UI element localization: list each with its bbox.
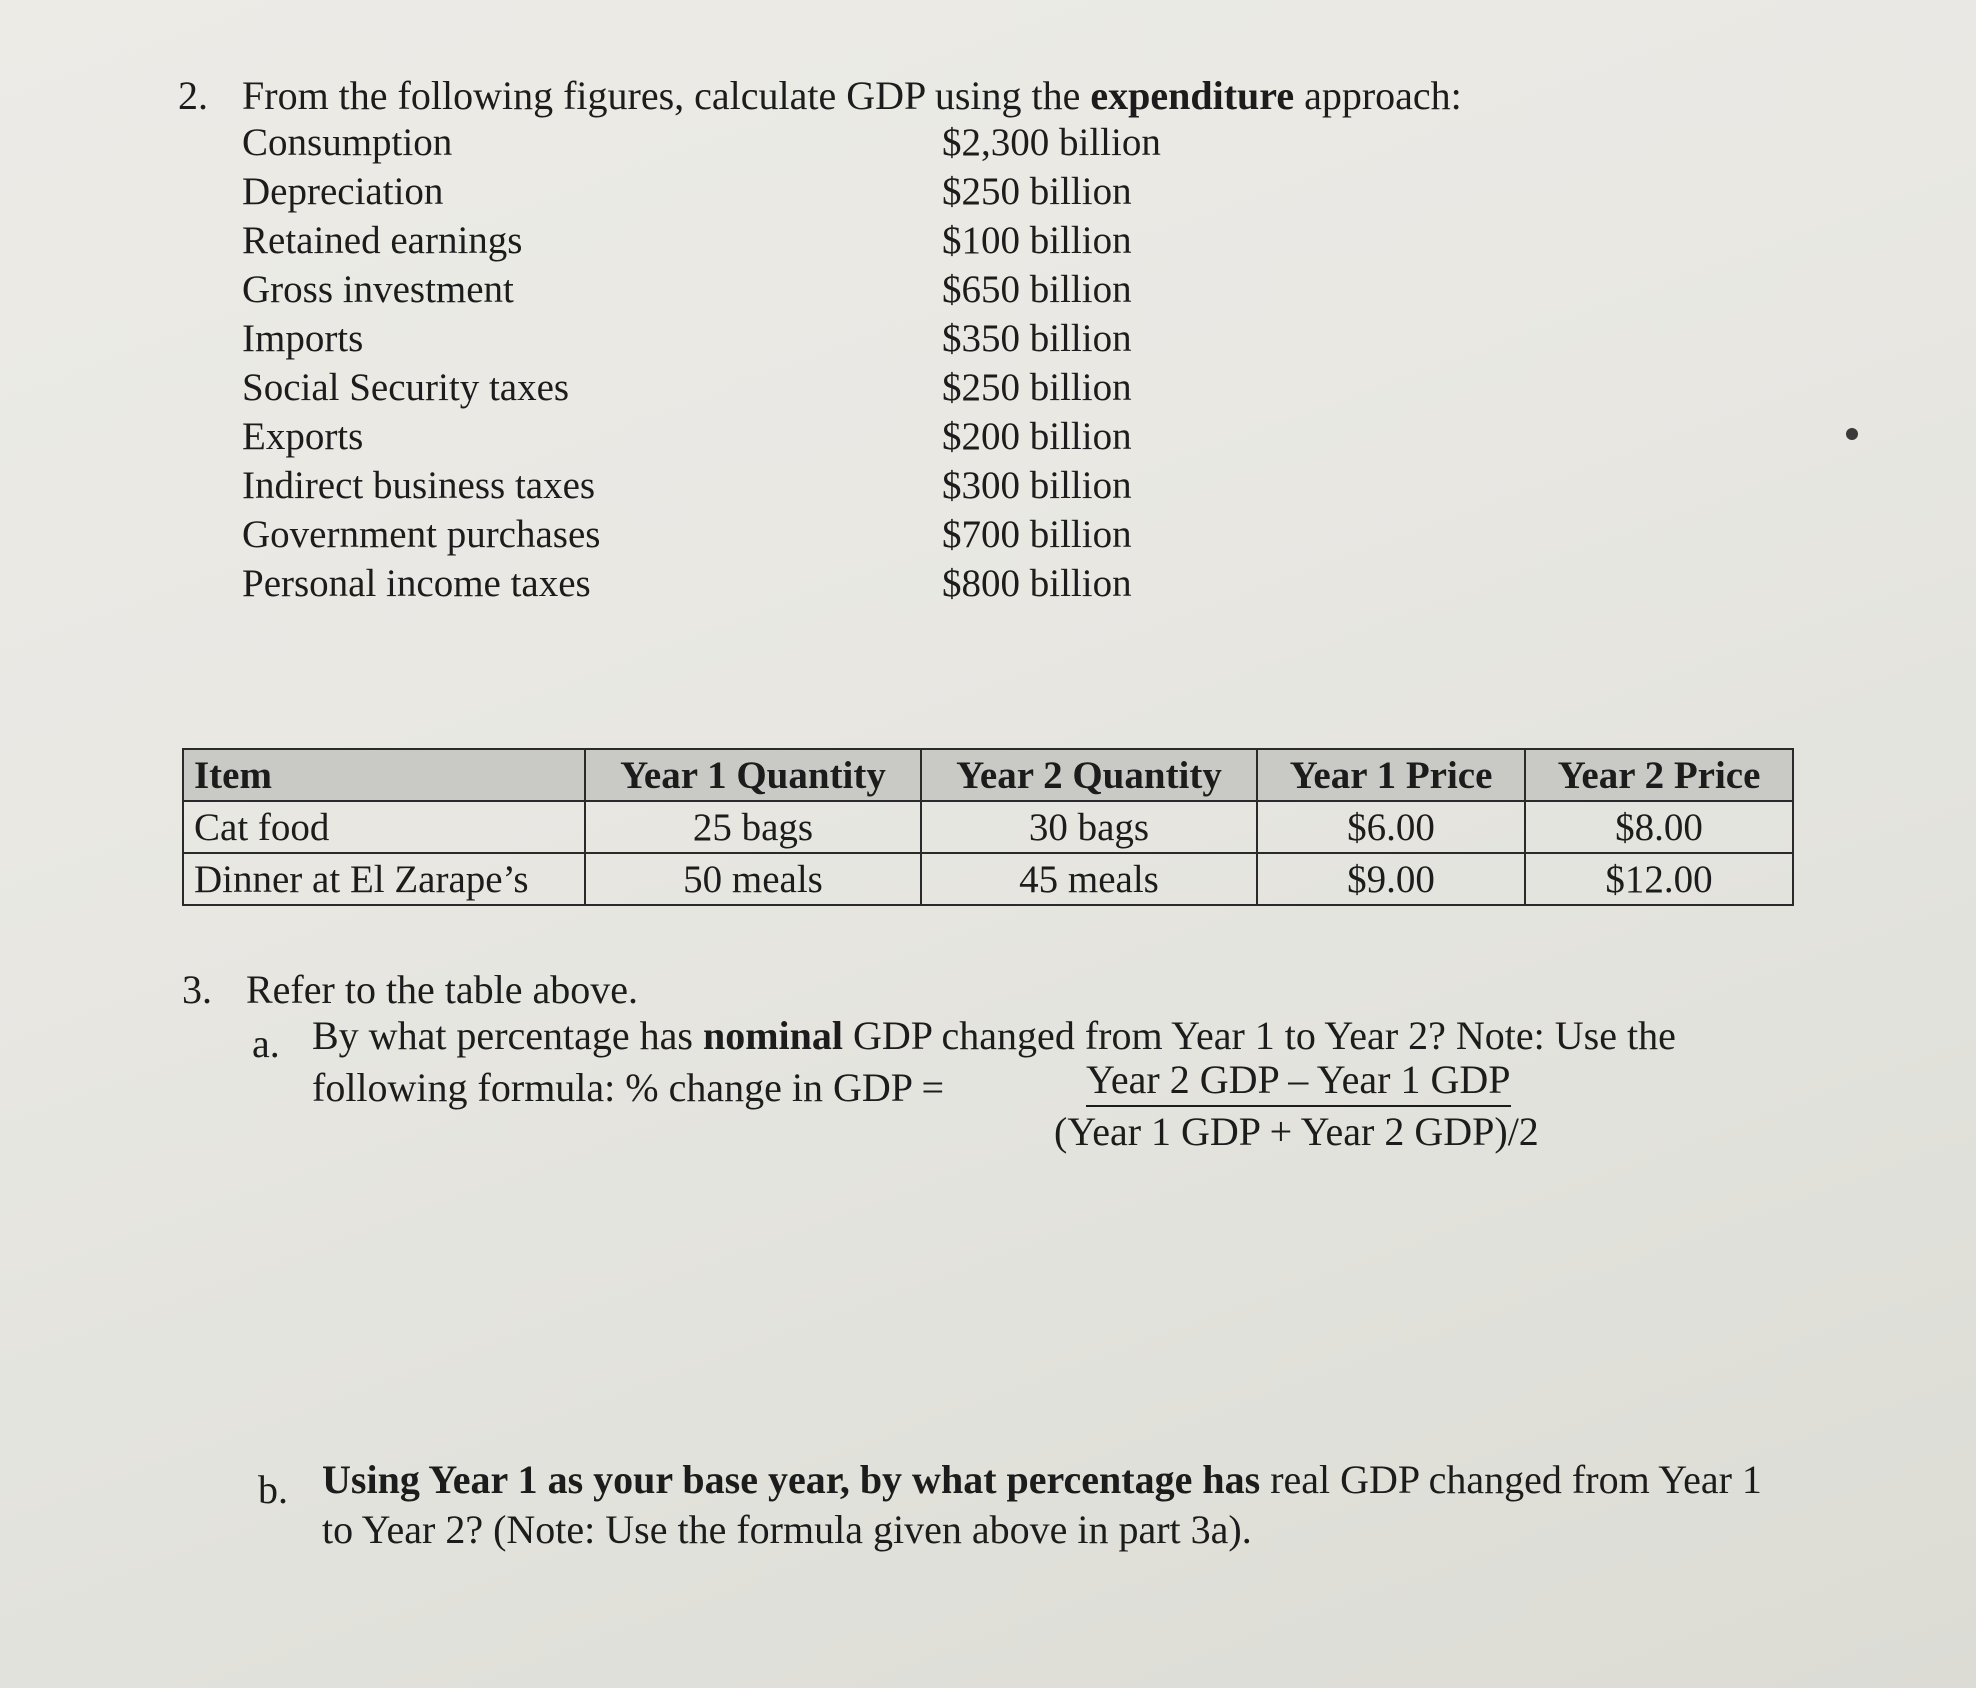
figure-row: [242, 510, 1182, 559]
figure-value: $200 billion: [942, 415, 1132, 458]
figure-value: $2,300 billion: [942, 121, 1161, 164]
table-cell: Cat food: [183, 801, 585, 853]
table-cell: $12.00: [1525, 853, 1793, 905]
figure-label: Retained earnings: [242, 219, 523, 262]
figure-value: $650 billion: [942, 268, 1132, 311]
figure-value: $100 billion: [942, 219, 1132, 262]
figure-label: Imports: [242, 317, 364, 360]
table-header-cell: Year 1 Quantity: [585, 749, 921, 801]
table-row: [183, 853, 1793, 905]
figure-label: Social Security taxes: [242, 366, 570, 409]
question-2-prompt: [242, 72, 1462, 119]
question-2-number: 2.: [178, 73, 208, 118]
part-b-line-1: [322, 1456, 1762, 1503]
formula-numerator: Year 2 GDP – Year 1 GDP: [1086, 1056, 1511, 1107]
figure-row: [242, 118, 1182, 167]
paper-speck: [1846, 428, 1858, 440]
table-cell: Dinner at El Zarape’s: [183, 853, 585, 905]
part-b-line-1-end: real GDP changed from Year 1: [1260, 1457, 1762, 1502]
part-a-line-2: following formula: % change in GDP =: [312, 1065, 945, 1110]
table-header-cell: Year 2 Quantity: [921, 749, 1257, 801]
figure-value: $300 billion: [942, 464, 1132, 507]
question-2-prompt-end: approach:: [1294, 73, 1462, 118]
question-3-number: 3.: [182, 967, 212, 1012]
figure-label: Indirect business taxes: [242, 464, 596, 507]
figure-row: [242, 167, 1182, 216]
question-2-prompt-start: From the following figures, calculate GDP using the: [242, 73, 1091, 118]
figure-label: Gross investment: [242, 268, 514, 311]
figure-label: Depreciation: [242, 170, 444, 213]
figure-row: [242, 461, 1182, 510]
part-a-line-1: [312, 1012, 1676, 1059]
table-header-cell: Year 2 Price: [1525, 749, 1793, 801]
table-cell: $8.00: [1525, 801, 1793, 853]
question-2-prompt-bold: expenditure: [1090, 73, 1295, 118]
figure-label: Government purchases: [242, 513, 601, 556]
quantity-price-table: [182, 748, 1794, 906]
part-a-line-1-start: By what percentage has: [312, 1013, 703, 1058]
figure-row: [242, 216, 1182, 265]
part-b-line-2: to Year 2? (Note: Use the formula given above in part 3a).: [322, 1507, 1252, 1552]
part-a-line-1-end: GDP changed from Year 1 to Year 2? Note: Use the: [843, 1013, 1676, 1058]
table-cell: $9.00: [1257, 853, 1525, 905]
part-b-letter: b.: [258, 1467, 288, 1512]
table-row: [183, 801, 1793, 853]
question-3-prompt: Refer to the table above.: [246, 967, 639, 1012]
table-cell: 45 meals: [921, 853, 1257, 905]
figure-row: [242, 314, 1182, 363]
table-cell: $6.00: [1257, 801, 1525, 853]
table-cell: 25 bags: [585, 801, 921, 853]
figure-label: Exports: [242, 415, 364, 458]
table-cell: 30 bags: [921, 801, 1257, 853]
figure-row: [242, 559, 1182, 608]
formula-denominator: (Year 1 GDP + Year 2 GDP)/2: [1054, 1109, 1539, 1154]
figure-label: Personal income taxes: [242, 562, 591, 605]
figure-value: $250 billion: [942, 366, 1132, 409]
part-a-line-1-bold: nominal: [702, 1013, 844, 1058]
part-a-letter: a.: [252, 1021, 280, 1066]
table-header-cell: Year 1 Price: [1257, 749, 1525, 801]
figure-value: $800 billion: [942, 562, 1132, 605]
figures-list: [242, 118, 1182, 608]
figure-row: [242, 265, 1182, 314]
figure-value: $250 billion: [942, 170, 1132, 213]
table-header-cell: Item: [183, 749, 585, 801]
table-header-row: [183, 749, 1793, 801]
figure-row: [242, 412, 1182, 461]
table-cell: 50 meals: [585, 853, 921, 905]
figure-label: Consumption: [242, 121, 453, 164]
figure-value: $350 billion: [942, 317, 1132, 360]
part-b-line-1-bold: Using Year 1 as your base year, by what percentage has: [322, 1457, 1261, 1502]
figure-row: [242, 363, 1182, 412]
figure-value: $700 billion: [942, 513, 1132, 556]
